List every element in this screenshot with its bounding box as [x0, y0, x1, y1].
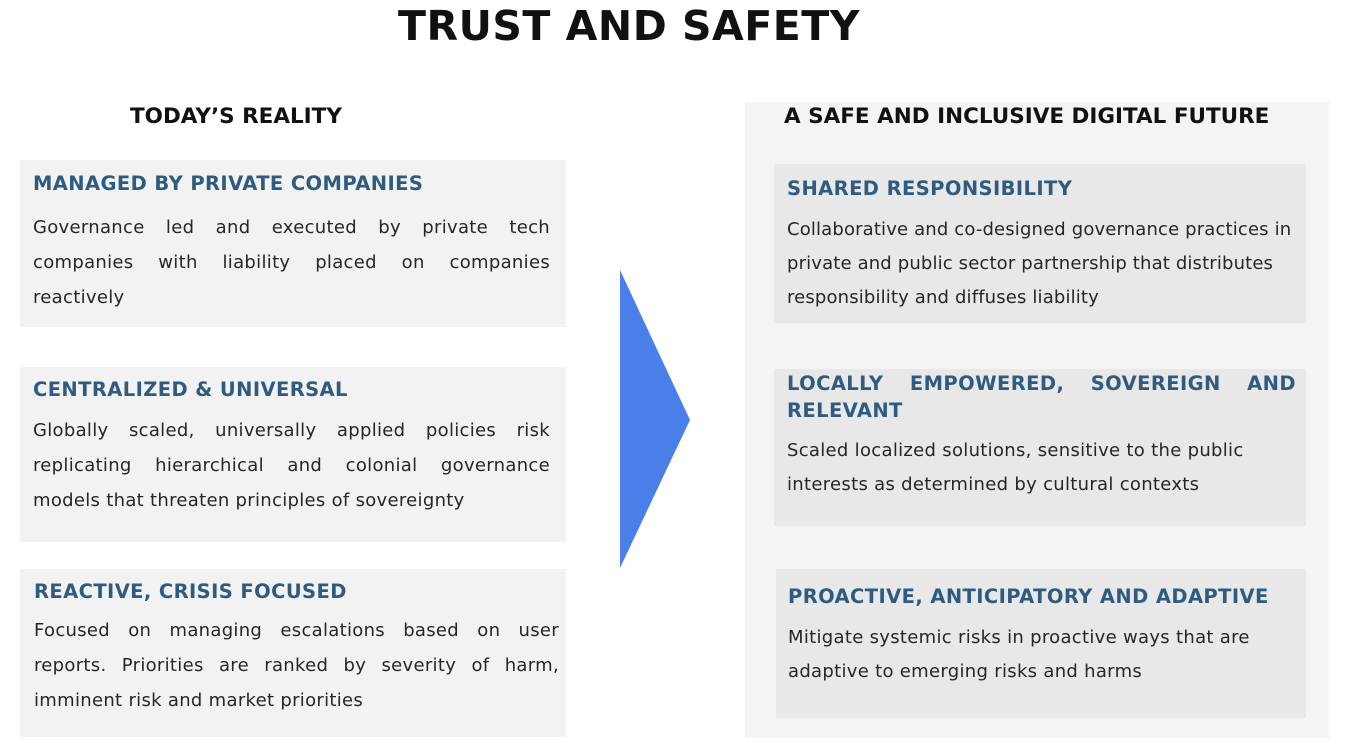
digital-future-heading: A SAFE AND INCLUSIVE DIGITAL FUTURE	[784, 104, 1270, 129]
card-locally-empowered	[774, 369, 1306, 526]
card-body: Scaled localized solutions, sensitive to the public interests as determined by cultural contexts	[787, 440, 1244, 495]
card-reactive-crisis-focused	[20, 569, 566, 737]
card-body: Focused on managing escalations based on user reports. Priorities are ranked by severity of harm, imminent risk and market priorities	[34, 620, 559, 711]
card-proactive-anticipatory	[776, 569, 1306, 718]
card-title: SHARED RESPONSIBILITY	[787, 177, 1073, 200]
card-shared-responsibility	[774, 164, 1306, 323]
card-centralized-universal	[20, 367, 566, 542]
card-body: Globally scaled, universally applied policies risk replicating hierarchical and colonial governance models that threaten principles of sovereignty	[33, 420, 550, 511]
card-body: Mitigate systemic risks in proactive ways that are adaptive to emerging risks and harms	[788, 627, 1250, 682]
card-title: CENTRALIZED & UNIVERSAL	[33, 378, 348, 401]
arrow-shape	[620, 270, 690, 568]
card-body: Collaborative and co-designed governance practices in private and public sector partnership that distributes responsibility and diffuses liability	[787, 219, 1292, 308]
card-title: PROACTIVE, ANTICIPATORY AND ADAPTIVE	[788, 585, 1269, 608]
right-triangle-arrow-icon	[620, 270, 692, 570]
card-managed-by-private-companies	[20, 160, 566, 327]
card-title: MANAGED BY PRIVATE COMPANIES	[33, 172, 424, 195]
card-body: Governance led and executed by private tech companies with liability placed on companies reactively	[33, 217, 550, 308]
todays-reality-heading: TODAY’S REALITY	[130, 104, 342, 129]
card-title: REACTIVE, CRISIS FOCUSED	[34, 580, 347, 603]
page-title: TRUST AND SAFETY	[398, 2, 860, 50]
card-title: LOCALLY EMPOWERED, SOVEREIGN AND RELEVANT	[787, 372, 1296, 422]
